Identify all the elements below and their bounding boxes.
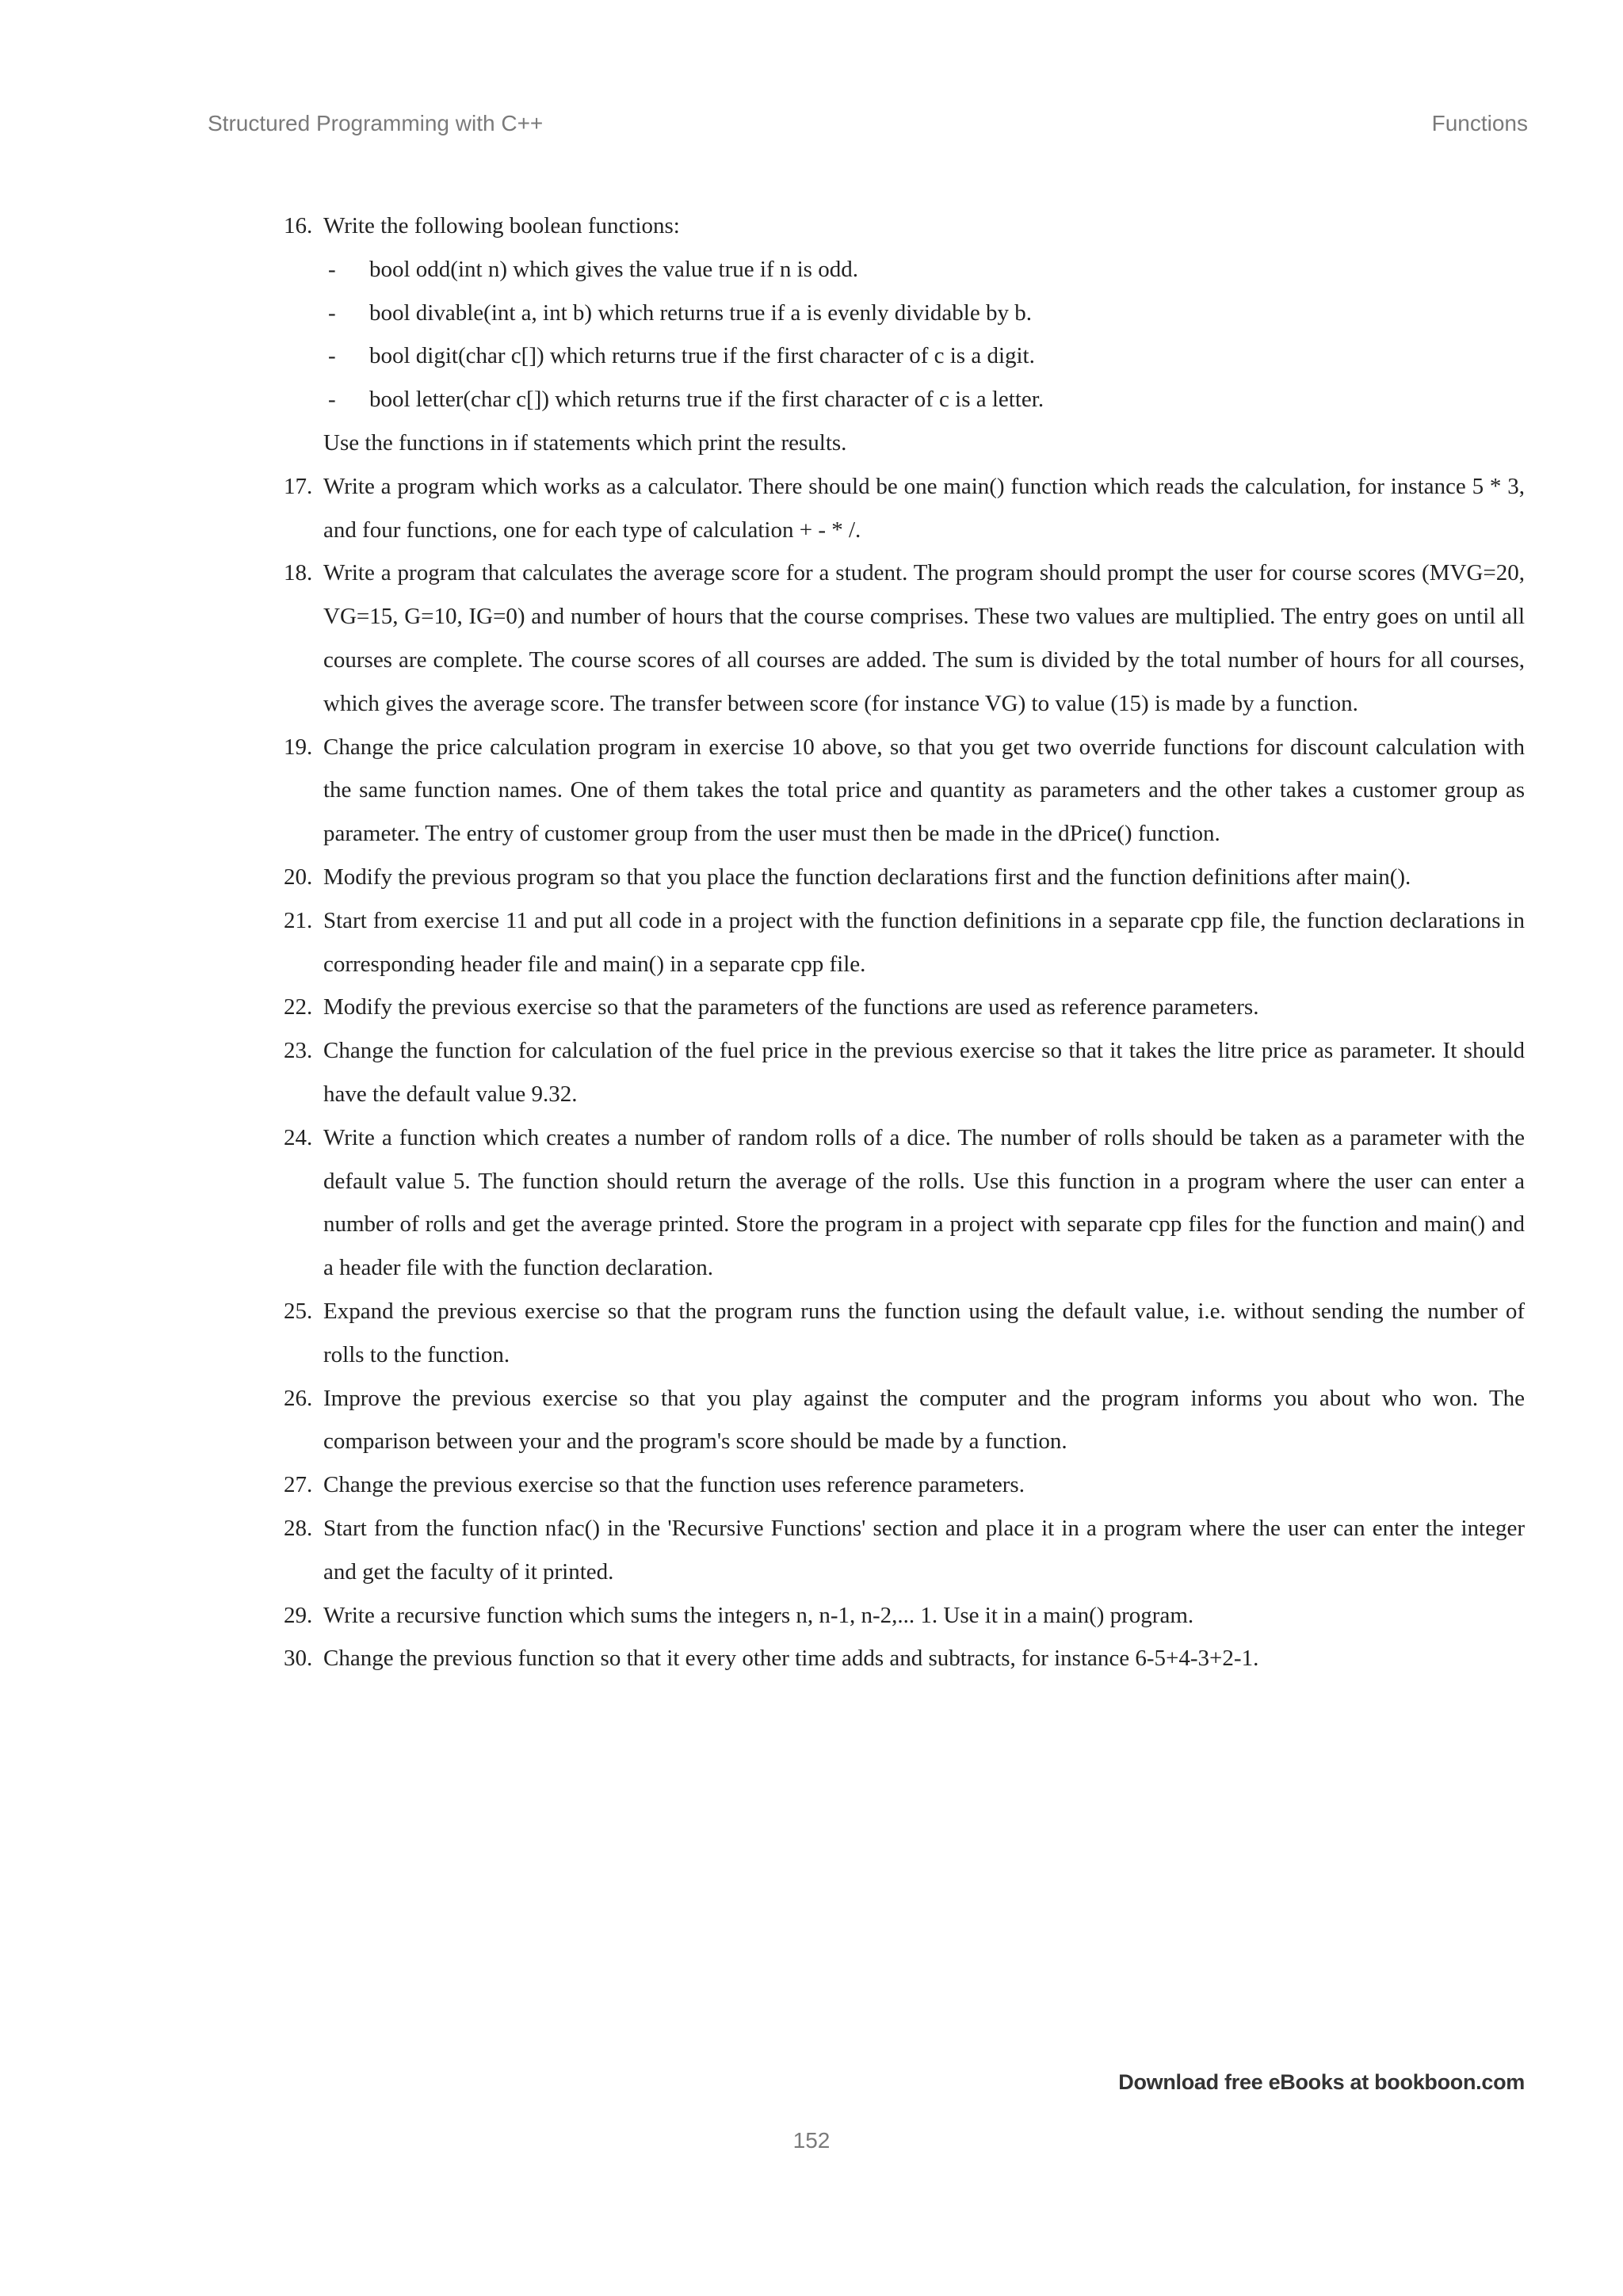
exercise-16 bbox=[284, 204, 1525, 465]
page-number: 152 bbox=[792, 2128, 831, 2153]
exercise-29 bbox=[284, 1594, 1525, 1638]
dash-bullet: - bbox=[328, 256, 336, 282]
exercise-number: 24. bbox=[284, 1124, 313, 1150]
exercise-body bbox=[323, 204, 1525, 465]
exercise-number: 16. bbox=[284, 213, 313, 238]
page-header bbox=[208, 111, 1528, 146]
list-item: - bool letter(char c[]) which returns true if the first character of c is a letter. bbox=[323, 378, 1525, 421]
exercise-30 bbox=[284, 1637, 1525, 1680]
exercise-intro: Write the following boolean functions: bbox=[323, 213, 680, 238]
exercise-number: 17. bbox=[284, 473, 313, 499]
exercise-number: 18. bbox=[284, 560, 313, 586]
exercise-22 bbox=[284, 986, 1525, 1029]
exercise-text: Expand the previous exercise so that the program runs the function using the default value, i.e. without sending the number of rolls to the function. bbox=[323, 1298, 1525, 1367]
exercise-number: 29. bbox=[284, 1602, 313, 1628]
dash-bullet: - bbox=[328, 343, 336, 369]
dash-bullet: - bbox=[328, 299, 336, 326]
exercise-23 bbox=[284, 1029, 1525, 1116]
exercise-20 bbox=[284, 856, 1525, 899]
exercise-17 bbox=[284, 465, 1525, 552]
dash-bullet: - bbox=[328, 387, 336, 413]
exercise-25 bbox=[284, 1290, 1525, 1377]
exercise-text: Modify the previous program so that you place the function declarations first and the function definitions after main(). bbox=[323, 864, 1411, 890]
exercise-text: Write a program that calculates the average score for a student. The program should prompt the user for course scores (MVG=20, VG=15, G=10, IG=0) and number of hours that the course comprises. These two values are multiplied. The entry goes on until all courses are complete. The course scores of all courses are added. The sum is divided by the total number of hours for all courses, which gives the average score. The transfer between score (for instance VG) to value (15) is made by a function. bbox=[323, 560, 1525, 716]
exercise-28 bbox=[284, 1507, 1525, 1594]
exercise-number: 27. bbox=[284, 1472, 313, 1498]
header-chapter-title: Functions bbox=[1431, 111, 1528, 135]
function-list bbox=[323, 248, 1525, 421]
exercise-text: Change the function for calculation of the fuel price in the previous exercise so that it takes the litre price as parameter. It should have the default value 9.32. bbox=[323, 1038, 1525, 1107]
exercise-number: 25. bbox=[284, 1298, 313, 1324]
list-item: - bool odd(int n) which gives the value true if n is odd. bbox=[323, 248, 1525, 292]
exercise-text: Start from the function nfac() in the 'Recursive Functions' section and place it in a program where the user can enter the integer and get the faculty of it printed. bbox=[323, 1515, 1525, 1585]
list-item: - bool divable(int a, int b) which returns true if a is evenly dividable by b. bbox=[323, 292, 1525, 335]
exercise-number: 23. bbox=[284, 1038, 313, 1064]
exercise-19 bbox=[284, 726, 1525, 856]
exercise-number: 30. bbox=[284, 1646, 313, 1672]
exercise-number: 19. bbox=[284, 734, 313, 760]
exercise-number: 20. bbox=[284, 864, 313, 890]
exercise-18 bbox=[284, 551, 1525, 725]
exercise-27 bbox=[284, 1463, 1525, 1507]
exercise-text: Write a recursive function which sums the integers n, n-1, n-2,... 1. Use it in a main() program. bbox=[323, 1602, 1194, 1628]
exercise-number: 28. bbox=[284, 1515, 313, 1541]
exercise-21 bbox=[284, 899, 1525, 986]
header-book-title: Structured Programming with C++ bbox=[208, 111, 544, 135]
exercise-24 bbox=[284, 1116, 1525, 1290]
exercise-number: 21. bbox=[284, 907, 313, 933]
exercise-text: Write a program which works as a calculator. There should be one main() function which reads the calculation, for instance 5 * 3, and four functions, one for each type of calculation + - * /. bbox=[323, 473, 1525, 543]
download-link[interactable]: Download free eBooks at bookboon.com bbox=[1118, 2070, 1525, 2094]
exercise-text: Modify the previous exercise so that the parameters of the functions are used as reference parameters. bbox=[323, 994, 1259, 1020]
exercise-number: 26. bbox=[284, 1385, 313, 1411]
exercise-list bbox=[284, 204, 1525, 1680]
exercise-text: Change the previous function so that it every other time adds and subtracts, for instance 6-5+4-3+2-1. bbox=[323, 1646, 1259, 1672]
exercise-text: Change the price calculation program in exercise 10 above, so that you get two override functions for discount calculation with the same function names. One of them takes the total price and quantity as parameters and the other takes a customer group as parameter. The entry of customer group from the user must then be made in the dPrice() function. bbox=[323, 734, 1525, 847]
exercise-text: Change the previous exercise so that the function uses reference parameters. bbox=[323, 1472, 1025, 1498]
exercise-text: Improve the previous exercise so that you play against the computer and the program informs you about who won. The comparison between your and the program's score should be made by a function. bbox=[323, 1385, 1525, 1455]
exercise-26 bbox=[284, 1377, 1525, 1464]
list-item: - bool digit(char c[]) which returns true if the first character of c is a digit. bbox=[323, 334, 1525, 378]
exercise-text: Write a function which creates a number of random rolls of a dice. The number of rolls should be taken as a parameter with the default value 5. The function should return the average of the rolls. Use this function in a program where the user can enter a number of rolls and get the average printed. Store the program in a project with separate cpp files for the function and main() and a header file with the function declaration. bbox=[323, 1124, 1525, 1281]
exercise-text: Start from exercise 11 and put all code in a project with the function definitions in a separate cpp file, the function declarations in corresponding header file and main() in a separate cpp file. bbox=[323, 907, 1525, 977]
exercise-number: 22. bbox=[284, 994, 313, 1020]
exercise-outro: Use the functions in if statements which print the results. bbox=[323, 429, 847, 456]
